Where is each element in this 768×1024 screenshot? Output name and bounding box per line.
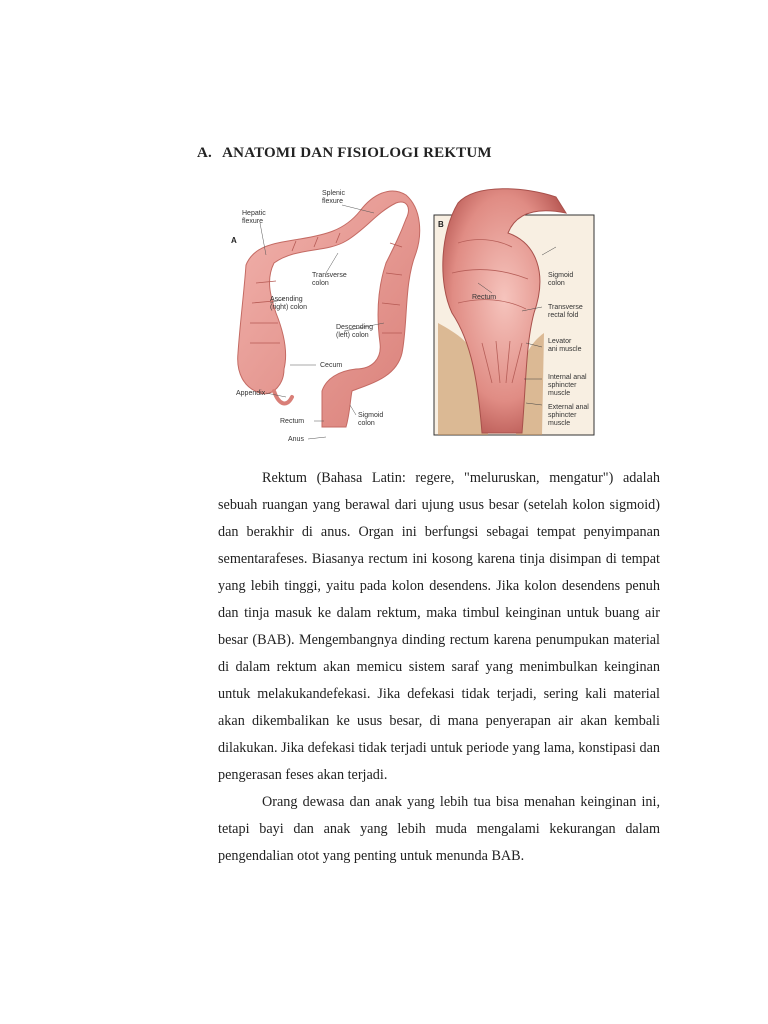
panel-a-colon-diagram bbox=[231, 190, 420, 443]
label-b-sigmoid-colon-1: Sigmoid bbox=[548, 272, 574, 279]
label-b-levator-2: ani muscle bbox=[548, 346, 582, 353]
label-hepatic-flexure-1: Hepatic bbox=[242, 210, 266, 217]
label-b-external-sphincter-2: sphincter bbox=[548, 412, 577, 419]
body-text bbox=[218, 465, 660, 870]
label-b-internal-sphincter-3: muscle bbox=[548, 390, 571, 397]
label-b-transverse-fold-1: Transverse bbox=[548, 304, 583, 311]
label-b-rectum: Rectum bbox=[472, 294, 497, 301]
label-ascending-colon-1: Ascending bbox=[270, 296, 303, 303]
label-rectum: Rectum bbox=[280, 418, 305, 425]
label-anus: Anus bbox=[288, 436, 304, 443]
panel-b-rectum-diagram bbox=[434, 189, 594, 435]
label-b-external-sphincter-3: muscle bbox=[548, 420, 571, 427]
label-b-levator-1: Levator bbox=[548, 338, 572, 345]
label-splenic-flexure-1: Splenic bbox=[322, 190, 345, 197]
section-number: A. bbox=[197, 145, 212, 161]
label-sigmoid-colon-2: colon bbox=[358, 420, 375, 427]
anatomy-figure bbox=[226, 183, 598, 448]
label-sigmoid-colon-1: Sigmoid bbox=[358, 412, 384, 419]
paragraph-2: Orang dewasa dan anak yang lebih tua bisa menahan keinginan ini, tetapi bayi dan anak yang lebih muda mengalami kekurangan dalam pengendalian otot yang penting untuk menunda BAB. bbox=[218, 794, 660, 864]
label-b-transverse-fold-2: rectal fold bbox=[548, 312, 579, 319]
paragraph-1: Rektum (Bahasa Latin: regere, "meluruskan, mengatur") adalah sebuah ruangan yang berawal dari ujung usus besar (setelah kolon sigmoid) dan berakhir di anus. Organ ini berfungsi sebagai tempat penyimpanan sementarafeses. Biasanya rectum ini kosong karena tinja disimpan di tempat yang lebih tinggi, yaitu pada kolon desendens. Jika kolon desendens penuh dan tinja masuk ke dalam rektum, maka timbul keinginan untuk buang air besar (BAB). Mengembangnya dinding rectum karena penumpukan material di dalam rektum akan memicu sistem saraf yang menimbulkan keinginan untuk melakukandefekasi. Jika defekasi tidak terjadi, sering kali material akan dikembalikan ke usus besar, di mana penyerapan air akan kembali dilakukan. Jika defekasi tidak terjadi untuk periode yang lama, konstipasi dan pengerasan feses akan terjadi. bbox=[218, 470, 660, 783]
section-heading bbox=[197, 145, 492, 162]
label-transverse-colon-2: colon bbox=[312, 280, 329, 287]
label-cecum: Cecum bbox=[320, 362, 343, 369]
label-descending-colon-1: Descending bbox=[336, 324, 373, 331]
section-title: ANATOMI DAN FISIOLOGI REKTUM bbox=[222, 145, 492, 161]
label-transverse-colon-1: Transverse bbox=[312, 272, 347, 279]
label-b-external-sphincter-1: External anal bbox=[548, 404, 589, 411]
panel-a-letter: A bbox=[231, 236, 237, 245]
label-b-internal-sphincter-2: sphincter bbox=[548, 382, 577, 389]
label-appendix: Appendix bbox=[236, 390, 266, 397]
label-b-internal-sphincter-1: Internal anal bbox=[548, 374, 587, 381]
label-ascending-colon-2: (right) colon bbox=[270, 304, 307, 311]
label-b-sigmoid-colon-2: colon bbox=[548, 280, 565, 287]
label-splenic-flexure-2: flexure bbox=[322, 198, 344, 205]
label-descending-colon-2: (left) colon bbox=[336, 332, 369, 339]
label-hepatic-flexure-2: flexure bbox=[242, 218, 264, 225]
panel-b-letter: B bbox=[438, 220, 444, 229]
appendix-shape bbox=[274, 391, 292, 404]
